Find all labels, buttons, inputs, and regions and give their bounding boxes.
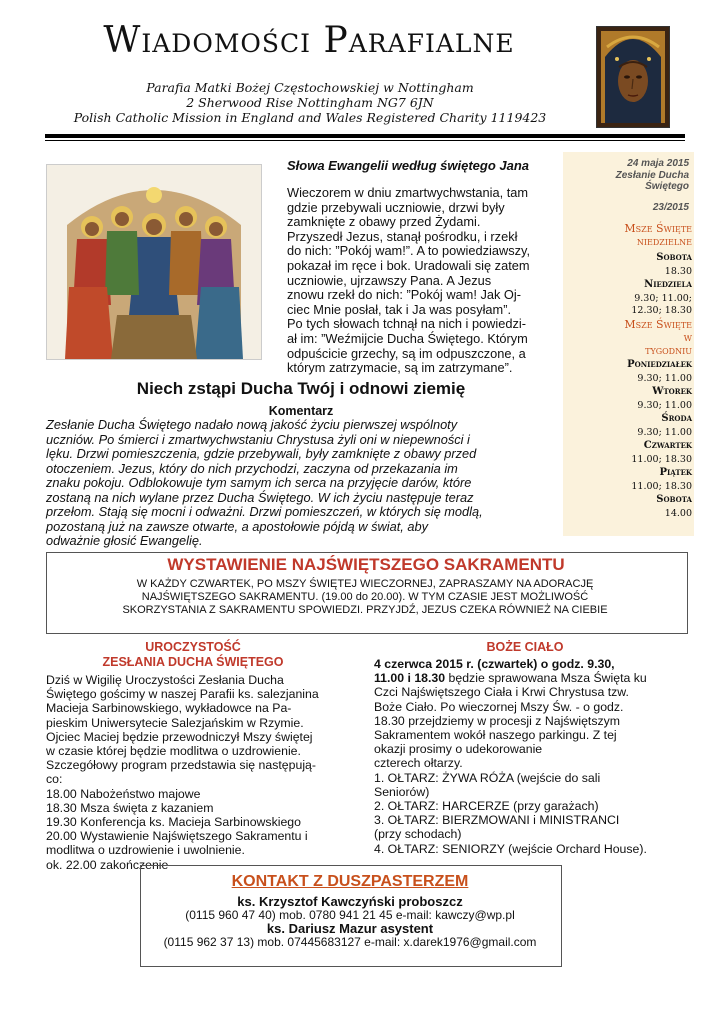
adoration-text <box>60 578 670 617</box>
adoration-line: W KAŻDY CZWARTEK, PO MSZY ŚWIĘTEJ WIECZORNEJ, ZAPRASZAMY NA ADORACJĘ <box>136 578 594 590</box>
corpus-line: 3. OŁTARZ: BIERZMOWANI i MINISTRANCI <box>374 813 620 828</box>
feast-line: 20.00 Wystawienie Najświętszego Sakramentu i <box>46 829 308 844</box>
feast-line: co: <box>46 772 63 787</box>
feast-line: 19.30 Konferencja ks. Macieja Sarbinowskiego <box>46 815 301 830</box>
corpus-line: 1. OŁTARZ: ŻYWA RÓŻA (wejście do sali <box>374 770 601 785</box>
heading-line: w <box>683 331 692 344</box>
corpus-line: 2. OŁTARZ: HARCERZE (przy garażach) <box>374 799 599 814</box>
schedule-time: 9.30; 11.00; <box>634 293 692 304</box>
issue-feast: Zesłanie Ducha <box>615 169 689 181</box>
schedule-time: 11.00; 18.30 <box>631 454 692 465</box>
gospel-line: pokazał im ręce i bok. Uradowali się zatem <box>287 257 530 273</box>
corpus-line: (przy schodach) <box>374 827 462 842</box>
corpus-lead-rest: będzie sprawowana Msza Święta ku <box>445 671 647 686</box>
schedule-day: Wtorek <box>652 386 692 397</box>
corpus-line: czterech ołtarzy. <box>374 756 463 771</box>
schedule-time: 9.30; 11.00 <box>637 427 692 438</box>
issue-number: 23/2015 <box>652 202 689 213</box>
feast-line: Świętego gościmy w naszej Parafii ks. salezjanina <box>46 687 319 702</box>
issue-date-block <box>576 158 689 193</box>
assistant-contact[interactable]: (0115 962 37 13) mob. 07445683127 e-mail: x.darek1976@gmail.com <box>163 934 537 949</box>
commentary-line: przełom. Stają się mocni i odważni. Drzwi pomieszczeń, w których się modlą, <box>46 504 483 519</box>
gospel-line: ał im: ”Weźmijcie Ducha Świętego. Którym <box>287 330 528 346</box>
corpus-christi-title: BOŻE CIAŁO <box>486 640 564 654</box>
adoration-line: SKORZYSTANIA Z SAKRAMENTU SPOWIEDZI. PRZYJDŹ, JEZUS CZEKA RÓWNIEŻ NA CIEBIE <box>122 604 608 616</box>
corpus-christi-text <box>374 657 680 856</box>
feast-line: 18.30 Msza święta z kazaniem <box>46 800 214 815</box>
schedule-day: Czwartek <box>643 440 692 451</box>
header-rule <box>45 134 685 138</box>
commentary-label: Komentarz <box>268 404 334 418</box>
schedule-day: Niedziela <box>644 279 692 290</box>
feast-text <box>46 673 342 872</box>
gospel-line: odpuścicie grzechy, są im odpuszczone, a <box>287 345 526 361</box>
commentary-line: Zesłanie Ducha Świętego nadało nową jakość życiu pierwszej wspólnoty <box>46 417 458 432</box>
gospel-text <box>287 186 555 376</box>
issue-date: 24 maja 2015 <box>627 158 689 169</box>
adoration-title: WYSTAWIENIE NAJŚWIĘTSZEGO SAKRAMENTU <box>167 555 565 574</box>
feast-line: ok. 22.00 zakończenie <box>46 857 169 872</box>
adoration-line: NAJŚWIĘTSZEGO SAKRAMENTU. (19.00 do 20.00). W TYM CZASIE JEST MOŻLIWOŚĆ <box>141 591 589 603</box>
schedule-time: 12.30; 18.30 <box>631 305 692 316</box>
corpus-lead-times: 11.00 i 18.30 <box>374 671 446 686</box>
feast-line: Dziś w Wigilię Uroczystości Zesłania Ducha <box>46 673 284 687</box>
commentary-line: uczniów. Po śmierci i zmartwychwstaniu Chrystusa żyli oni w niepewności i <box>46 431 470 447</box>
commentary-line: odważnie głosić Ewangelię. <box>46 533 203 548</box>
gospel-line: zamknięte z obawy przed Żydami. <box>287 214 481 230</box>
commentary-line: otoczeniem. Jezus, który do nich przychodzi, zaczyna od przekazania im <box>46 460 458 476</box>
schedule-time: 11.00; 18.30 <box>631 481 692 492</box>
corpus-line: 4. OŁTARZ: SENIORZY (wejście Orchard House). <box>374 841 647 856</box>
gospel-line: Przyszedł Jezus, stanął pośrodku, i rzekł <box>287 228 518 244</box>
gospel-line: Po tych słowach tchnął na nich i powiedzi- <box>287 316 526 332</box>
feast-line: pieskim Uniwersytecie Salezjańskim w Rzymie. <box>46 715 304 730</box>
corpus-line: Sakramentem wokół naszego parkingu. Z tej <box>374 728 617 743</box>
commentary-line: pozostaną już na zawsze otwarte, a apostołowie pójdą w świat, aby <box>46 518 428 534</box>
gospel-line: uczniowie, ujrzawszy Pana. A Jezus <box>287 272 492 288</box>
newsletter-title: Wiadomości Parafialne <box>103 20 515 61</box>
pastor-contact[interactable]: (0115 960 47 40) mob. 0780 941 21 45 e-mail: kawczy@wp.pl <box>185 907 515 922</box>
schedule-time: 9.30; 11.00 <box>637 400 692 411</box>
feast-title <box>46 640 340 670</box>
issue-feast: Świętego <box>645 181 689 192</box>
feast-line: 18.00 Nabożeństwo majowe <box>46 786 201 801</box>
commentary-line: zostaną na nich wylane przez Ducha Świętego. W ich życiu następuje teraz <box>46 489 474 505</box>
corpus-lead: 4 czerwca 2015 r. (czwartek) o godz. 9.30, <box>374 657 615 671</box>
pastor-name: ks. Krzysztof Kawczyński proboszcz <box>237 894 463 909</box>
header-rule-thin <box>45 140 685 141</box>
feast-line: Szczegółowy program przedstawia się następują- <box>46 758 316 773</box>
feast-line: Ojciec Maciej będzie przewodniczył Mszy świętej <box>46 729 313 744</box>
schedule-day: Sobota <box>656 494 692 505</box>
madonna-icon <box>597 27 669 127</box>
feast-line: modlitwa o uzdrowienie i uwolnienie. <box>46 843 245 858</box>
feast-line: Macieja Sarbinowskiego, wykładowce na Pa- <box>46 701 292 716</box>
heading-line: Msze Święte <box>624 222 692 235</box>
charity-info: Polish Catholic Mission in England and Wales Registered Charity 1119423 <box>73 110 547 125</box>
schedule-day: Sobota <box>656 252 692 263</box>
commentary-line: znaku pokoju. Odblokowuje tym samym ich serca na przyjęcie darów, które <box>46 475 472 490</box>
gospel-line: ciec Mnie posłał, tak i Ja was posyłam”. <box>287 301 512 317</box>
schedule-day: Poniedziałek <box>627 359 692 370</box>
feast-title-line: ZESŁANIA DUCHA ŚWIĘTEGO <box>102 655 284 669</box>
feast-title-line: UROCZYSTOŚĆ <box>145 640 241 654</box>
commentary-text <box>46 418 549 549</box>
corpus-line: Boże Ciało. Po wieczornej Mszy Św. - o godz. <box>374 699 624 714</box>
feast-line: w czasie której będzie modlitwa o uzdrowienie. <box>46 744 301 759</box>
corpus-line: 18.30 przejdziemy w procesji z Najświętszym <box>374 713 621 728</box>
assistant-name: ks. Dariusz Mazur asystent <box>266 921 434 936</box>
parish-address: 2 Sherwood Rise Nottingham NG7 6JN <box>186 95 434 110</box>
gospel-line: znowu rzekł do nich: ”Pokój wam! Jak Oj- <box>287 287 521 303</box>
schedule-day: Piątek <box>659 467 692 478</box>
gospel-line: gdzie przebywali uczniowie, drzwi były <box>287 199 505 215</box>
contact-details <box>140 895 560 949</box>
gospel-line: do nich: ”Pokój wam!”. A to powiedziawszy, <box>287 243 531 259</box>
schedule-time: 14.00 <box>664 508 692 519</box>
heading-line: Msze Święte <box>624 318 692 331</box>
main-headline: Niech zstąpi Ducha Twój i odnowi ziemię <box>136 379 466 398</box>
commentary-line: lęku. Drzwi pomieszczenia, gdzie przebywali, były zamknięte z obawy przed <box>46 446 477 461</box>
gospel-line: którym zatrzymacie, są im zatrzymane”. <box>287 360 513 376</box>
sunday-masses-heading <box>566 222 692 248</box>
corpus-line: okazji prosimy o udekorowanie <box>374 742 543 757</box>
madonna-icon-image <box>596 26 670 128</box>
parish-name: Parafia Matki Bożej Częstochowskiej w Nottingham <box>146 80 474 95</box>
heading-line: niedzielne <box>636 235 692 248</box>
gospel-title: Słowa Ewangelii według świętego Jana <box>287 158 530 173</box>
schedule-day: Środa <box>661 413 692 424</box>
schedule-time: 18.30 <box>664 266 692 277</box>
pentecost-painting <box>46 164 262 360</box>
contact-title: KONTAKT Z DUSZPASTERZEM <box>231 873 469 890</box>
pentecost-illustration <box>47 165 261 359</box>
corpus-line: Czci Najświętszego Ciała i Krwi Chrystusa tzw. <box>374 685 629 700</box>
schedule-time: 9.30; 11.00 <box>637 373 692 384</box>
heading-line: tygodniu <box>645 344 692 357</box>
weekday-masses-heading <box>566 318 692 357</box>
corpus-lead-line <box>374 671 680 685</box>
corpus-line: Seniorów) <box>374 784 430 799</box>
gospel-line: Wieczorem w dniu zmartwychwstania, tam <box>287 185 529 200</box>
